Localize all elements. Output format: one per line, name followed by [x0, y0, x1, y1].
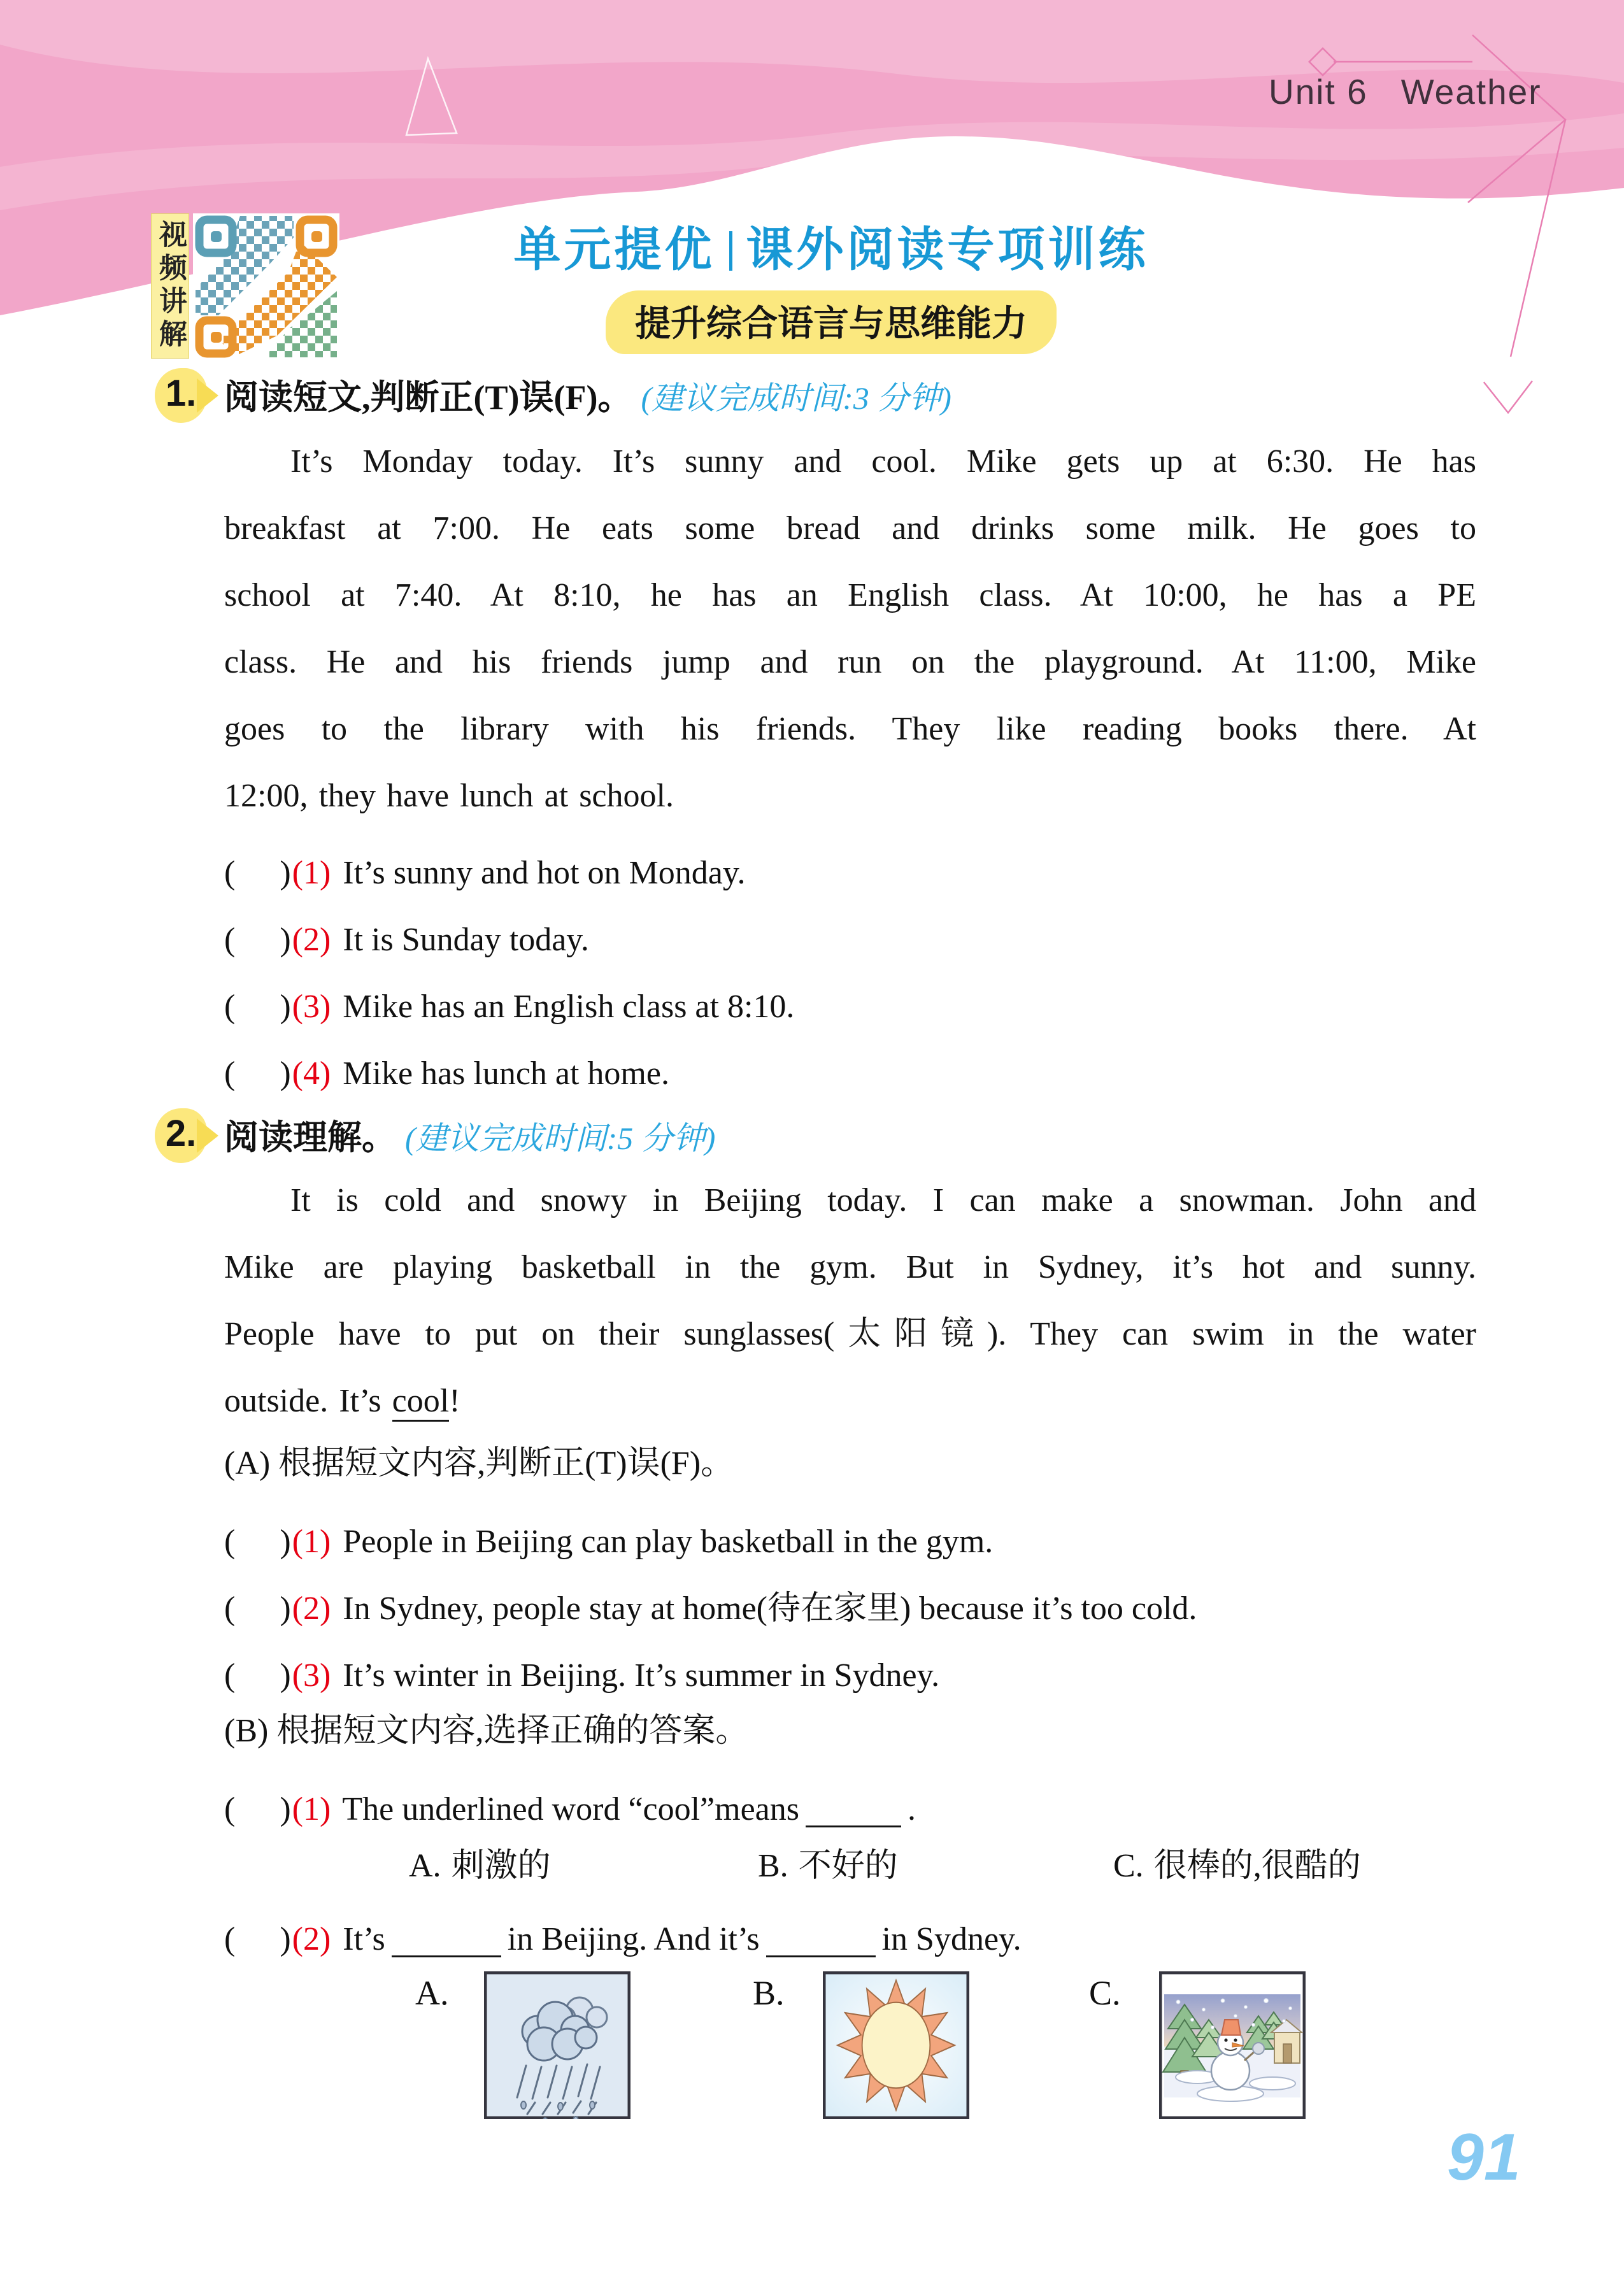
answer-bracket: ( — [224, 1657, 236, 1694]
item-text: It’s — [343, 1921, 385, 1957]
banner-title — [353, 224, 1309, 275]
option-text: 刺激的 — [451, 1848, 551, 1884]
question2-badge — [155, 1108, 211, 1164]
item-number: (2) — [292, 922, 331, 958]
qr-code-icon — [193, 213, 339, 360]
question1-instruction: 阅读短文,判断正(T)误(F)。 — [224, 378, 632, 417]
answer-bracket: ) — [280, 922, 291, 958]
line-text: ! — [449, 1383, 460, 1419]
picture-a-label: A. — [415, 1974, 449, 2012]
lesson-banner — [353, 224, 1309, 354]
answer-bracket: ) — [280, 1055, 291, 1092]
item-number: (2) — [292, 1590, 331, 1627]
part-a-items — [224, 1508, 1492, 1709]
option-b — [758, 1841, 1105, 1892]
passage-line: 12:00, they have lunch at school. — [224, 778, 674, 814]
item-number: (1) — [292, 1524, 331, 1560]
passage-line: school at 7:40. At 8:10, he has an English class. At 10:00, he has a PE — [224, 577, 1476, 613]
option-c — [1113, 1841, 1361, 1892]
tf-item — [224, 1642, 1492, 1709]
option-label: A. — [409, 1848, 441, 1884]
answer-bracket: ) — [280, 1524, 291, 1560]
picture-b-label: B. — [753, 1974, 785, 2012]
answer-bracket: ( — [224, 922, 236, 958]
tf-item — [224, 973, 1492, 1040]
item-number: (1) — [292, 855, 331, 891]
item-number: (3) — [292, 989, 331, 1025]
answer-bracket: ) — [280, 1590, 291, 1627]
tf-item — [224, 1040, 1492, 1107]
line-text: outside. It’s — [224, 1383, 392, 1419]
video-qr-block — [151, 213, 339, 363]
item-text: In Sydney, people stay at home(待在家里) because it’s too cold. — [343, 1590, 1197, 1627]
question2-instruction: 阅读理解。 — [224, 1118, 396, 1157]
picture-b-sunny — [823, 1971, 969, 2119]
passage-1 — [224, 428, 1476, 829]
part-b-q2 — [224, 1906, 1492, 1973]
answer-bracket: ) — [280, 855, 291, 891]
snowman-scene-icon — [1159, 1971, 1306, 2119]
picture-c-label: C. — [1089, 1974, 1121, 2012]
answer-bracket: ( — [224, 1791, 236, 1827]
picture-c-snowy — [1159, 1971, 1306, 2119]
item-text: in Beijing. And it’s — [507, 1921, 760, 1957]
answer-bracket: ( — [224, 1590, 236, 1627]
passage-line: goes to the library with his friends. They like reading books there. At — [224, 711, 1476, 747]
question2-time-suggestion: (建议完成时间:5 分钟) — [405, 1120, 716, 1156]
banner-title-right: 课外阅读专项训练 — [746, 223, 1149, 276]
item-text: Mike has lunch at home. — [343, 1055, 669, 1092]
answer-bracket: ( — [224, 855, 236, 891]
passage-line: class. He and his friends jump and run on the playground. At 11:00, Mike — [224, 644, 1476, 680]
option-a — [409, 1841, 750, 1892]
item-number: (2) — [292, 1921, 331, 1957]
video-explain-label: 视频讲解 — [151, 213, 189, 359]
question1-badge — [155, 368, 211, 424]
item-text: The underlined word “cool”means — [342, 1791, 799, 1827]
option-text: 不好的 — [798, 1848, 898, 1884]
passage-line: It’s Monday today. It’s sunny and cool. Mike gets up at 6:30. He has — [290, 443, 1476, 480]
passage-line: People have to put on their sunglasses(太阳镜). They can swim in the water — [224, 1316, 1476, 1352]
item-tail: . — [907, 1791, 916, 1827]
option-label: B. — [758, 1848, 788, 1884]
unit-number: Unit 6 — [1269, 72, 1368, 111]
answer-blank — [392, 1918, 501, 1957]
unit-header — [1269, 71, 1542, 112]
title-divider — [729, 231, 732, 271]
question2-heading — [224, 1115, 1498, 1161]
banner-subtitle: 提升综合语言与思维能力 — [606, 290, 1057, 354]
passage-line — [224, 1368, 1476, 1434]
tf-item — [224, 839, 1492, 906]
part-b-q1 — [224, 1776, 1492, 1843]
item-text: It’s winter in Beijing. It’s summer in Sydney. — [343, 1657, 940, 1694]
passage-line: breakfast at 7:00. He eats some bread and drinks some milk. He goes to — [224, 510, 1476, 547]
answer-bracket: ) — [280, 1657, 291, 1694]
item-text: People in Beijing can play basketball in the gym. — [343, 1524, 994, 1560]
part-b-heading: (B) 根据短文内容,选择正确的答案。 — [224, 1713, 749, 1749]
rain-cloud-icon — [484, 1971, 630, 2119]
answer-bracket: ) — [280, 1791, 291, 1827]
choice-item — [224, 1776, 1492, 1843]
answer-bracket: ( — [224, 1921, 236, 1957]
item-text: It’s sunny and hot on Monday. — [343, 855, 746, 891]
question2-number: 2. — [165, 1113, 197, 1154]
item-text: It is Sunday today. — [343, 922, 589, 958]
part-a-heading: (A) 根据短文内容,判断正(T)误(F)。 — [224, 1445, 734, 1482]
answer-blank — [766, 1918, 876, 1957]
item-text: Mike has an English class at 8:10. — [343, 989, 795, 1025]
q1-options — [409, 1841, 1555, 1892]
passage-2 — [224, 1167, 1476, 1434]
tf-item — [224, 906, 1492, 973]
item-text: in Sydney. — [881, 1921, 1022, 1957]
banner-title-left: 单元提优 — [513, 223, 715, 276]
option-label: C. — [1113, 1848, 1144, 1884]
passage-line: It is cold and snowy in Beijing today. I can make a snowman. John and — [290, 1182, 1476, 1218]
tf-item — [224, 1575, 1492, 1642]
choice-item — [224, 1906, 1492, 1973]
item-number: (3) — [292, 1657, 331, 1694]
option-text: 很棒的,很酷的 — [1153, 1848, 1361, 1884]
unit-topic: Weather — [1400, 72, 1542, 111]
answer-bracket: ( — [224, 989, 236, 1025]
sun-icon — [823, 1971, 969, 2119]
answer-blank — [806, 1789, 901, 1827]
picture-a-rainy — [484, 1971, 630, 2119]
page-number: 91 — [1447, 2120, 1521, 2194]
passage-line: Mike are playing basketball in the gym. But in Sydney, it’s hot and sunny. — [224, 1249, 1476, 1285]
answer-bracket: ) — [280, 1921, 291, 1957]
answer-bracket: ( — [224, 1055, 236, 1092]
answer-bracket: ) — [280, 989, 291, 1025]
question1-time-suggestion: (建议完成时间:3 分钟) — [641, 380, 951, 416]
section1-tf-items — [224, 839, 1492, 1107]
underlined-word: cool — [392, 1383, 450, 1422]
question1-heading — [224, 375, 1498, 421]
question1-number: 1. — [165, 373, 197, 414]
tf-item — [224, 1508, 1492, 1575]
item-number: (1) — [292, 1791, 331, 1827]
item-number: (4) — [292, 1055, 331, 1092]
answer-bracket: ( — [224, 1524, 236, 1560]
